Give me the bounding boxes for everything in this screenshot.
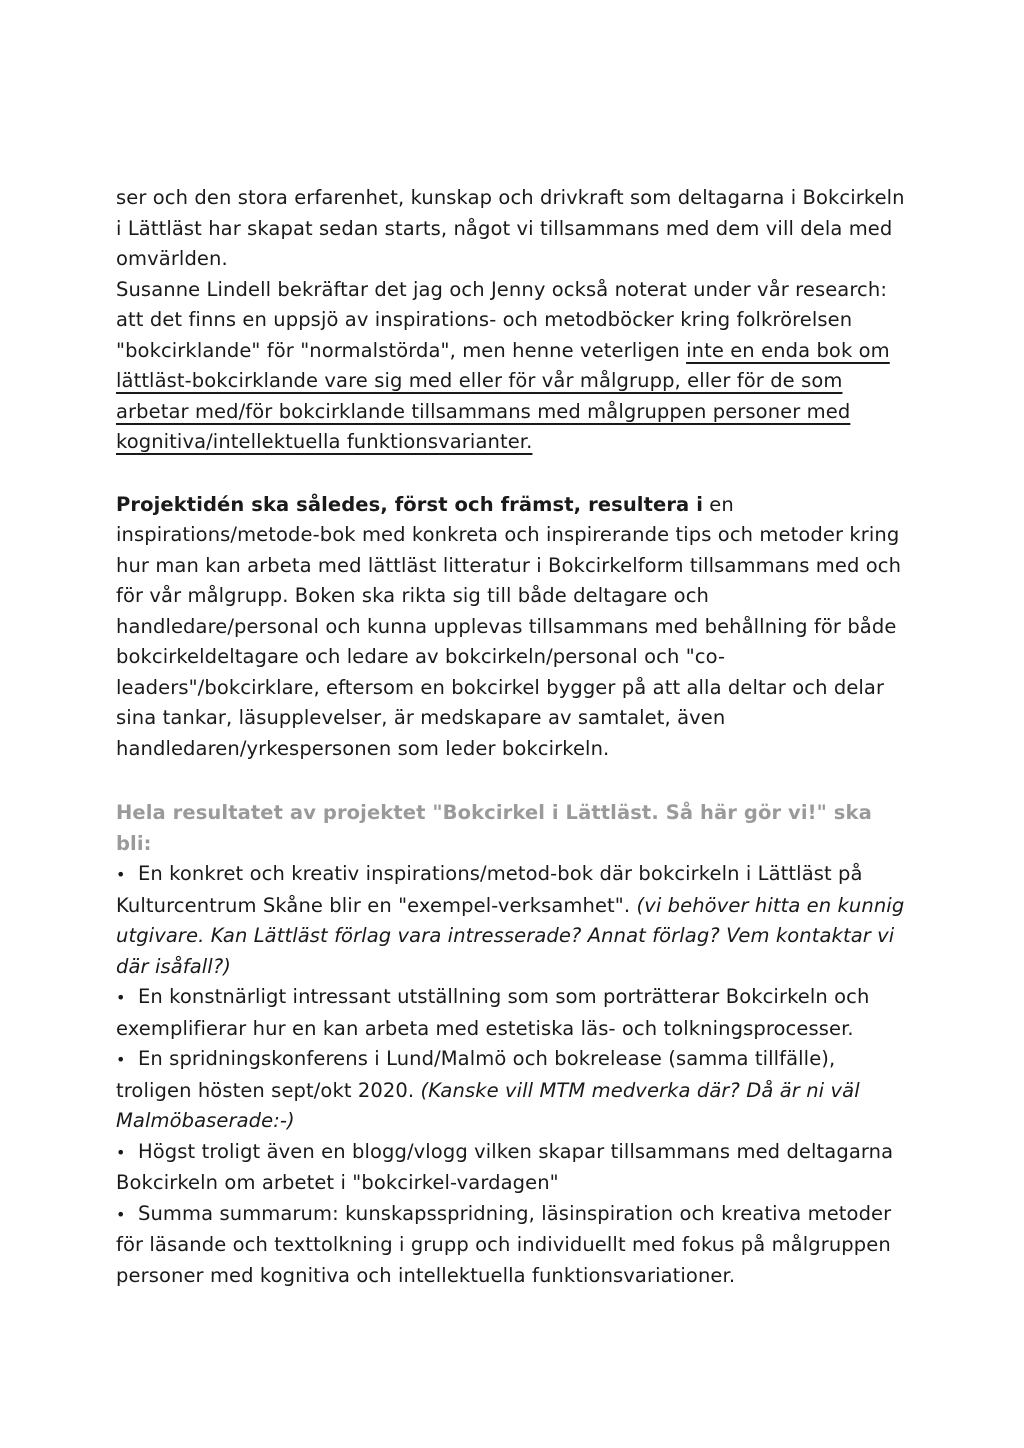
- list-item: [116, 1044, 906, 1137]
- bullet-icon: •: [116, 1142, 126, 1162]
- list-item-text: En spridningskonferens i Lund/Malmö och bokrelease (samma tillfälle), troligen hösten sept/okt 2020.: [116, 1047, 836, 1102]
- list-item-text: En konkret och kreativ inspirations/metod-bok där bokcirkeln i Lättläst på Kulturcentrum Skåne blir en "exempel-verksamhet".: [116, 862, 863, 917]
- bullet-icon: •: [116, 988, 126, 1007]
- list-item: [116, 1137, 906, 1199]
- project-idea-text: en inspirations/metode-bok med konkreta och inspirerande tips och metoder kring hur man kan arbeta med lättläst litteratur i Bokcirkelform tillsammans med och för vår målgrupp. Boken ska rikta sig till både deltagare och handledare/personal och kunna upplevas tillsammans med behållning för både bokcirkeldeltagare och ledare av bokcirkeln/personal och "co-leaders"/bokcirklare, eftersom en bokcirkel bygger på att alla deltar och delar sina tankar, läsupplevelser, är medskapare av samtalet, även handledaren/yrkespersonen som leder bokcirkeln.: [116, 492, 902, 760]
- intro-paragraph-2-underlined: inte en enda bok om lättläst-bokcirklande vare sig med eller för vår målgrupp, eller för de som arbetar med/för bokcirklande tillsammans med målgruppen personer med kognitiva/intellektuella funktionsvarianter.: [116, 338, 890, 453]
- list-item: [116, 859, 906, 982]
- list-item-note: (vi behöver hitta en kunnig utgivare. Kan Lättläst förlag vara intresserade? Annat förlag? Vem kontaktar vi där isåfall?): [116, 893, 905, 978]
- results-list: [116, 859, 906, 1291]
- intro-paragraph-2-text: Susanne Lindell bekräftar det jag och Jenny också noterat under vår research: att det finns en uppsjö av inspirations- och metodböcker kring folkrörelsen "bokcirklande" för "normalstörda", men henne veterligen: [116, 277, 887, 362]
- list-item-text: Högst troligt även en blogg/vlogg vilken skapar tillsammans med deltagarna Bokcirkeln om arbetet i "bokcirkel-vardagen": [116, 1139, 894, 1194]
- list-item-text: Summa summarum: kunskapsspridning, läsinspiration och kreativa metoder för läsande och texttolkning i grupp och individuellt med fokus på målgruppen personer med kognitiva och intellektuella funktionsvariationer.: [116, 1201, 892, 1287]
- results-heading: Hela resultatet av projektet "Bokcirkel i Lättläst. Så här gör vi!" ska bli:: [116, 801, 872, 855]
- bullet-icon: •: [116, 865, 126, 884]
- list-item-text: En konstnärligt intressant utställning som som porträtterar Bokcirkeln och exemplifierar hur en kan arbeta med estetiska läs- och tolkningsprocesser.: [116, 985, 870, 1040]
- project-idea-paragraph: [116, 490, 906, 765]
- spacer: [116, 764, 906, 798]
- project-idea-lead: Projektidén ska således, först och främst, resultera i: [116, 492, 703, 516]
- intro-paragraph-1: ser och den stora erfarenhet, kunskap och drivkraft som deltagarna i Bokcirkeln i Lättläst har skapat sedan starts, något vi tillsammans med dem vill dela med omvärlden.: [116, 186, 905, 270]
- list-item-note: (Kanske vill MTM medverka där? Då är ni väl Malmöbaserade:-): [116, 1078, 860, 1132]
- document-page: [116, 183, 906, 1291]
- bullet-icon: •: [116, 1050, 126, 1069]
- intro-paragraph-2: [116, 275, 906, 458]
- list-item: [116, 1199, 906, 1292]
- list-item: [116, 982, 906, 1044]
- bullet-icon: •: [116, 1204, 126, 1224]
- spacer: [116, 458, 906, 490]
